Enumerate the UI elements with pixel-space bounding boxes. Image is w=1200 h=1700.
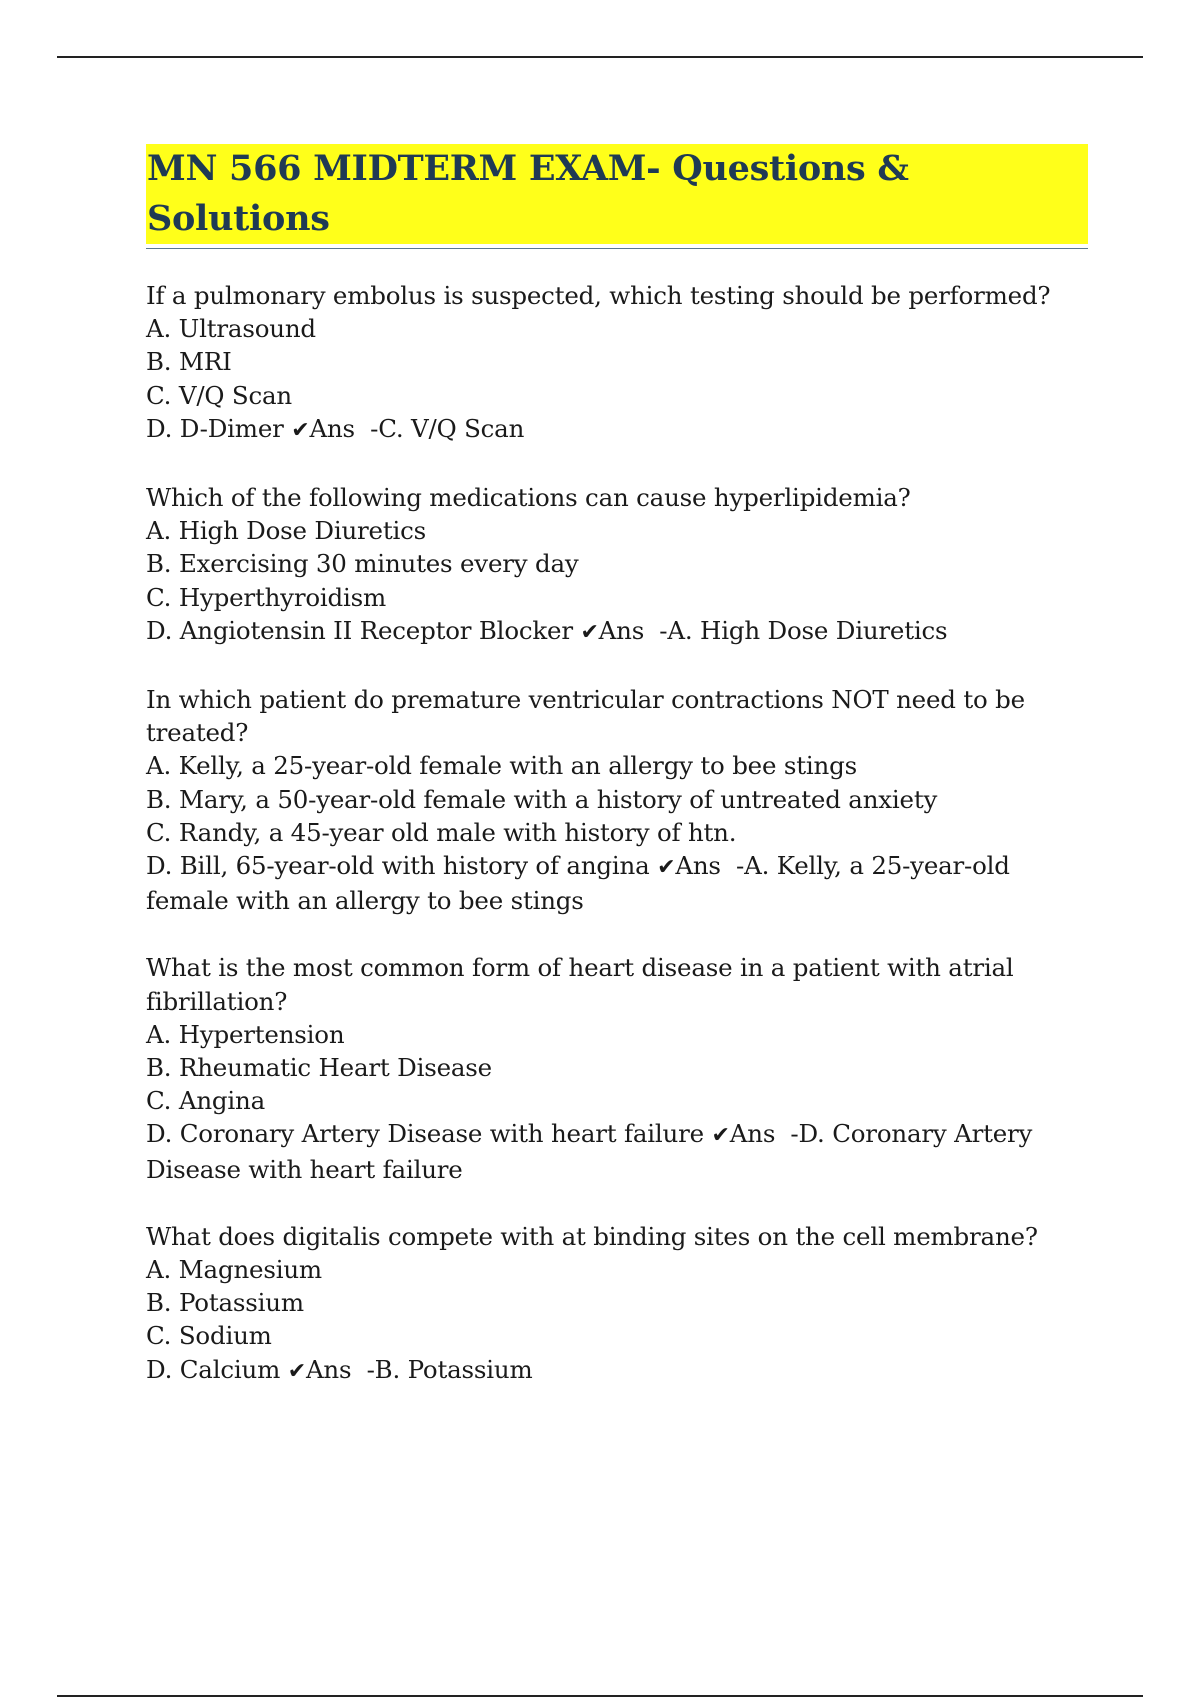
correct-answer: A. High Dose Diuretics xyxy=(667,615,948,645)
answer-option: D. Coronary Artery Disease with heart failure ✔Ans -D. Coronary Artery Disease with heart failure xyxy=(146,1119,1033,1184)
question-text: What is the most common form of heart disease in a patient with atrial fibrillation? xyxy=(146,953,1014,1016)
option-text: A. Ultrasound xyxy=(146,314,316,344)
option-text: B. Rheumatic Heart Disease xyxy=(146,1053,492,1083)
option-text: D. Calcium xyxy=(146,1354,281,1384)
answer-option xyxy=(146,514,1088,547)
question-block xyxy=(146,279,1088,447)
question-block xyxy=(146,481,1088,649)
bottom-rule xyxy=(57,1695,1143,1697)
title-underline xyxy=(146,144,1088,249)
answer-label: Ans xyxy=(305,1354,352,1384)
document-body xyxy=(146,144,1088,1422)
question-text: What does digitalis compete with at binding sites on the cell membrane? xyxy=(146,1221,1038,1251)
answer-option xyxy=(146,1018,1088,1051)
correct-answer: A. Kelly, a 25-year-old female with an allergy to bee stings xyxy=(146,851,1010,916)
answer-option xyxy=(146,783,1088,816)
answer-option xyxy=(146,1319,1088,1352)
option-text: C. Sodium xyxy=(146,1321,272,1351)
answer-option: D. Calcium ✔Ans -B. Potassium xyxy=(146,1354,533,1384)
option-text: C. V/Q Scan xyxy=(146,380,292,410)
answer-option xyxy=(146,749,1088,782)
checkmark-icon: ✔ xyxy=(291,417,310,443)
answer-label: Ans xyxy=(309,413,355,443)
checkmark-icon: ✔ xyxy=(580,619,599,645)
top-rule xyxy=(57,56,1143,58)
option-text: A. High Dose Diuretics xyxy=(146,516,427,546)
correct-answer: D. Coronary Artery Disease with heart failure xyxy=(146,1119,1033,1184)
option-text: C. Angina xyxy=(146,1086,266,1116)
option-text: C. Randy, a 45-year old male with history of htn. xyxy=(146,817,737,847)
question-block xyxy=(146,951,1088,1185)
question-text: In which patient do premature ventricular contractions NOT need to be treated? xyxy=(146,685,1025,748)
checkmark-icon: ✔ xyxy=(287,1358,306,1384)
option-text: B. MRI xyxy=(146,347,232,377)
answer-option xyxy=(146,345,1088,378)
answer-label: Ans xyxy=(598,615,645,645)
answer-option xyxy=(146,312,1088,345)
answer-option xyxy=(146,1253,1088,1286)
option-text: A. Kelly, a 25-year-old female with an allergy to bee stings xyxy=(146,751,857,781)
question-block xyxy=(146,1220,1088,1388)
checkmark-icon: ✔ xyxy=(711,1123,730,1149)
question-text: If a pulmonary embolus is suspected, which testing should be performed? xyxy=(146,281,1051,310)
answer-option xyxy=(146,547,1088,580)
answer-option: D. Angiotensin II Receptor Blocker ✔Ans -A. High Dose Diuretics xyxy=(146,615,948,645)
option-text: D. D-Dimer xyxy=(146,413,284,443)
option-text: C. Hyperthyroidism xyxy=(146,582,387,612)
answer-option xyxy=(146,581,1088,614)
question-list xyxy=(146,279,1088,1388)
answer-option xyxy=(146,1286,1088,1319)
checkmark-icon: ✔ xyxy=(657,855,676,881)
option-text: B. Potassium xyxy=(146,1288,304,1318)
question-block xyxy=(146,683,1088,917)
answer-option: D. Bill, 65-year-old with history of angina ✔Ans -A. Kelly, a 25-year-old female with an allergy to bee stings xyxy=(146,851,1010,916)
option-text: B. Exercising 30 minutes every day xyxy=(146,549,579,579)
answer-label: Ans xyxy=(729,1119,776,1149)
answer-option xyxy=(146,1084,1088,1117)
correct-answer: B. Potassium xyxy=(374,1354,533,1384)
option-text: D. Bill, 65-year-old with history of angina xyxy=(146,851,650,881)
option-text: A. Magnesium xyxy=(146,1255,322,1285)
answer-label: Ans xyxy=(675,851,721,881)
answer-option: D. D-Dimer ✔Ans -C. V/Q Scan xyxy=(146,413,525,443)
correct-answer: C. V/Q Scan xyxy=(378,413,525,443)
answer-option xyxy=(146,379,1088,412)
option-text: A. Hypertension xyxy=(146,1019,345,1049)
option-text: B. Mary, a 50-year-old female with a history of untreated anxiety xyxy=(146,784,938,814)
document-title: MN 566 MIDTERM EXAM- Questions & Solutions xyxy=(146,144,1088,244)
question-text: Which of the following medications can cause hyperlipidemia? xyxy=(146,483,911,513)
option-text: D. Angiotensin II Receptor Blocker xyxy=(146,615,573,645)
answer-option xyxy=(146,816,1088,849)
answer-option xyxy=(146,1051,1088,1084)
option-text: D. Coronary Artery Disease with heart failure xyxy=(146,1119,704,1149)
